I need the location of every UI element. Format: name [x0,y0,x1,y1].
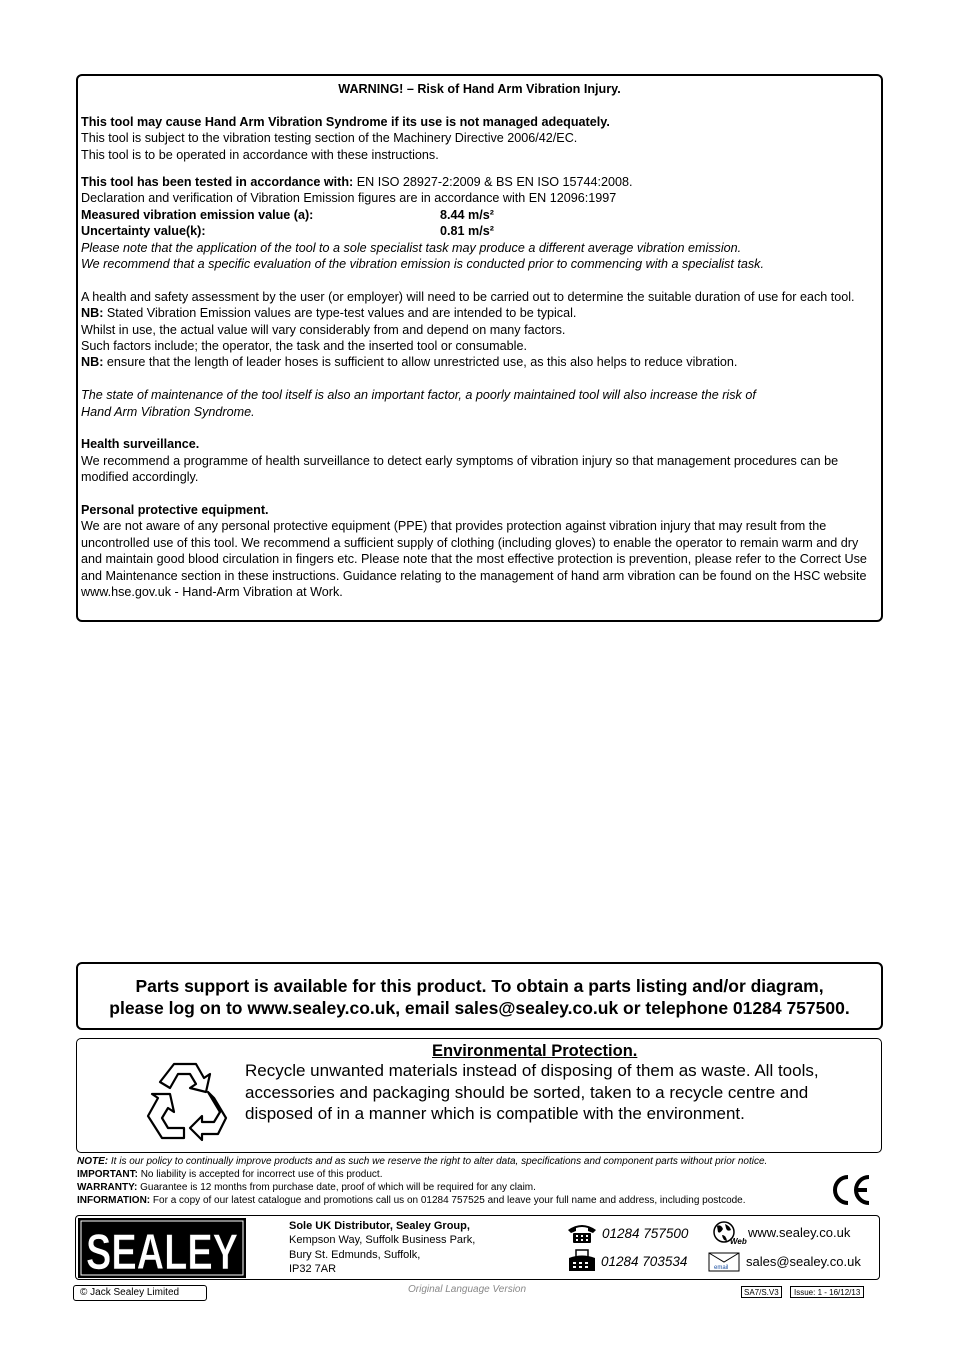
uncertainty-row [81,223,878,239]
declaration-line: Declaration and verification of Vibration Emission figures are in accordance with EN 12096:1997 [81,191,617,206]
measured-label: Measured vibration emission value (a): [81,207,314,222]
information-text: For a copy of our latest catalogue and promotions call us on 01284 757525 and leave your full name and address, including postcode. [150,1195,746,1206]
warning-title: WARNING! – Risk of Hand Arm Vibration Injury. [338,82,621,96]
specialist-note-1: Please note that the application of the tool to a sole specialist task may produce a different average vibration emission. [81,240,742,255]
information-line [77,1194,857,1207]
nb-label: NB: [81,355,104,370]
specialist-note-2: We recommend that a specific evaluation of the vibration emission is conducted prior to commencing with a specialist task. [81,257,764,272]
maintenance-line-1: The state of maintenance of the tool itself is also an important factor, a poorly maintained tool will also increase the risk of [81,388,756,403]
distributor-address [289,1219,475,1276]
vibration-warning-box [76,74,883,622]
tested-line [81,174,878,190]
health-surveillance-title: Health surveillance. [81,437,200,452]
tested-standards: EN ISO 28927-2:2009 & BS EN ISO 15744:2008. [353,175,633,190]
email-link[interactable]: sales@sealey.co.uk [746,1254,861,1269]
uncertainty-label: Uncertainty value(k): [81,224,206,239]
assessment-text: A health and safety assessment by the user (or employer) will need to be carried out to determine the suitable duration of use for each tool. [81,289,855,304]
warning-syndrome-line: This tool may cause Hand Arm Vibration Syndrome if its use is not managed adequately. [81,114,610,129]
instructions-line: This tool is to be operated in accordance with these instructions. [81,147,439,162]
web-globe-icon [712,1220,747,1248]
distributor-title: Sole UK Distributor, Sealey Group, [289,1220,470,1232]
document-code: SA7/S.V3 [741,1286,782,1298]
whilst-line: Whilst in use, the actual value will vary considerably from and depend on many factors. [81,322,566,337]
legal-notes [77,1155,857,1207]
parts-support-line-2: please log on to www.sealey.co.uk, email sales@sealey.co.uk or telephone 01284 757500. [109,998,850,1018]
email-envelope-icon [708,1252,740,1272]
parts-support-line-1: Parts support is available for this product. To obtain a parts listing and/or diagram, [135,976,824,996]
maintenance-line-2: Hand Arm Vibration Syndrome. [81,404,255,419]
sealey-logo [78,1218,246,1278]
fax-number[interactable]: 01284 703534 [601,1254,688,1269]
address-line-2: Bury St. Edmunds, Suffolk, [289,1248,421,1261]
phone-number[interactable]: 01284 757500 [602,1226,689,1241]
nb-line-1 [81,305,878,321]
web-icon-label: Web [730,1237,747,1246]
issue-date: Issue: 1 - 16/12/13 [790,1286,864,1298]
note-text: It is our policy to continually improve products and as such we reserve the right to alter data, specifications and component parts without prior notice. [108,1156,768,1167]
note-line [77,1155,857,1168]
important-label: IMPORTANT: [77,1169,138,1180]
nb-text-2: ensure that the length of leader hoses is sufficient to allow unrestricted use, as this also helps to reduce vibration. [103,355,738,370]
ppe-text: We are not aware of any personal protective equipment (PPE) that provides protection against vibration injury that may result from the uncontrolled use of this tool. We recommend a sufficient supply of clothing (including gloves) to enable the operator to remain warm and dry and maintain good blood circulation in fingers etc. Please note that the most effective protection is prevention, please refer to the Correct Use and Maintenance section in these instructions. Guidance relating to the management of hand arm vibration can be found on the HSC website www.hse.gov.uk - Hand-Arm Vibration at Work. [81,519,867,600]
measured-value: 8.44 m/s² [440,207,494,222]
nb-label: NB: [81,306,104,321]
telephone-icon [566,1222,598,1244]
recycle-icon [144,1058,230,1142]
email-icon-label: email [714,1265,729,1271]
parts-support-box [76,962,883,1030]
address-line-1: Kempson Way, Suffolk Business Park, [289,1234,476,1247]
ce-mark-icon [831,1173,873,1207]
important-text: No liability is accepted for incorrect use of this product. [137,1169,383,1180]
ppe-title: Personal protective equipment. [81,503,269,518]
nb-line-2 [81,354,878,370]
environmental-protection-title: Environmental Protection. [432,1042,638,1060]
warranty-label: WARRANTY: [77,1182,138,1193]
important-line [77,1168,857,1181]
uncertainty-value: 0.81 m/s² [440,224,494,239]
factors-line: Such factors include; the operator, the task and the inserted tool or consumable. [81,339,527,354]
health-surveillance-text: We recommend a programme of health surveillance to detect early symptoms of vibration injury so that management procedures can be modified accordingly. [81,453,839,485]
tested-label: This tool has been tested in accordance with: [81,175,354,190]
environmental-protection-text: Recycle unwanted materials instead of disposing of them as waste. All tools, accessories and packaging should be sorted, taken to a recycle centre and disposed of in a manner which is compatible with the environment. [245,1061,819,1124]
address-line-3: IP32 7AR [289,1262,337,1275]
website-link[interactable]: www.sealey.co.uk [748,1225,851,1240]
original-language-label: Original Language Version [408,1284,527,1295]
nb-text-1: Stated Vibration Emission values are type-test values and are intended to be typical. [103,306,577,321]
measured-row [81,207,878,223]
fax-icon [567,1249,597,1273]
copyright-label: © Jack Sealey Limited [73,1285,207,1301]
logo-text: SEALEY [86,1224,238,1280]
note-label: NOTE: [77,1156,109,1167]
warranty-text: Guarantee is 12 months from purchase date, proof of which will be required for any claim. [137,1182,536,1193]
warranty-line [77,1181,857,1194]
information-label: INFORMATION: [77,1195,151,1206]
machinery-directive-line: This tool is subject to the vibration testing section of the Machinery Directive 2006/42/EC. [81,131,578,146]
